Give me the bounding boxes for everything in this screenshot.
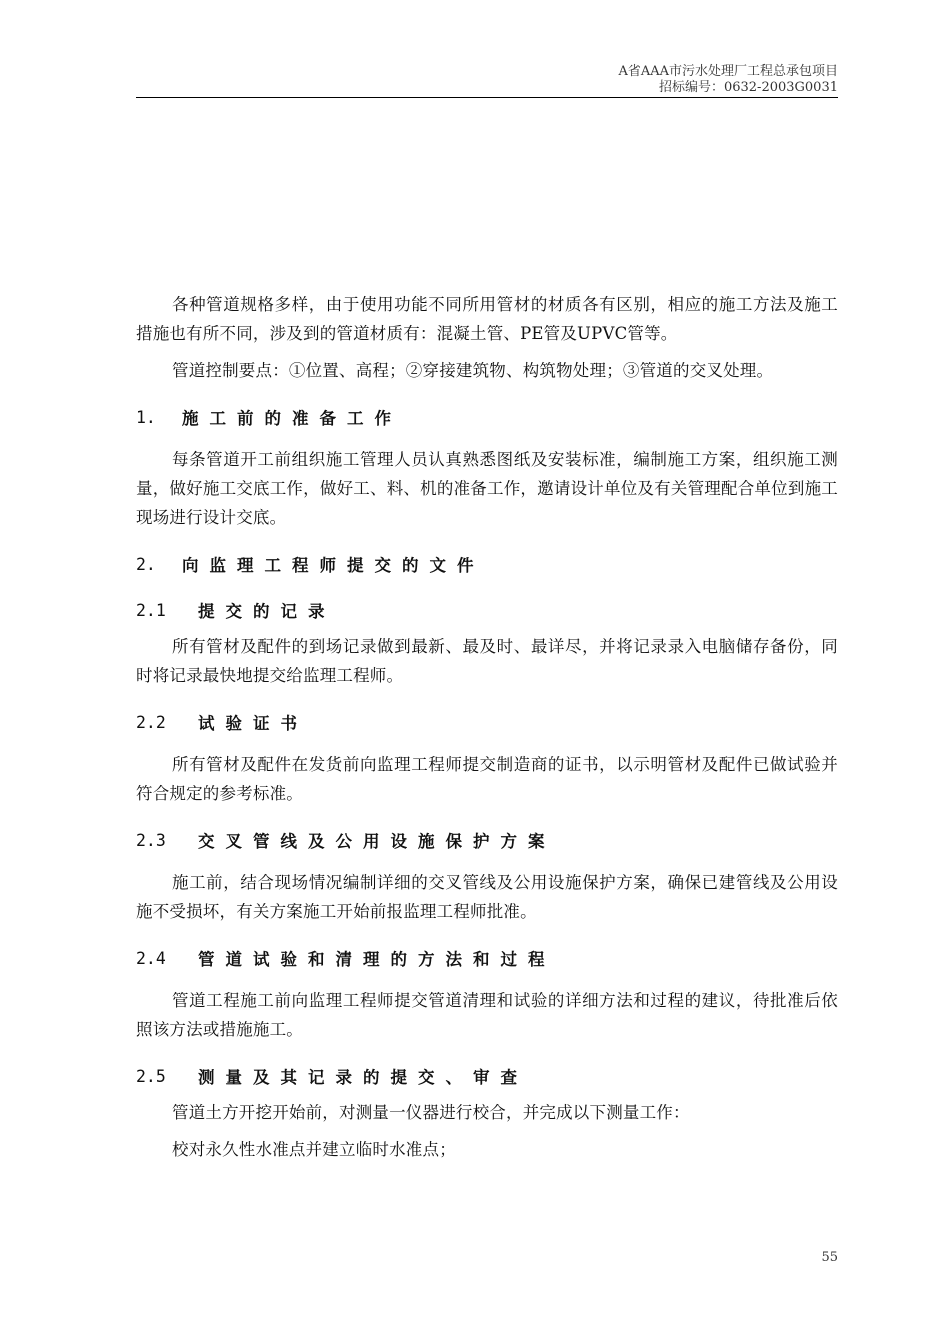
page-header	[136, 64, 838, 96]
page-number: 55	[821, 1250, 838, 1265]
section-number: 2.3	[136, 830, 166, 850]
document-body	[136, 290, 838, 1164]
section-2-1-heading	[136, 596, 838, 624]
intro-paragraph-2: 管道控制要点：①位置、高程；②穿接建筑物、构筑物处理；③管道的交叉处理。	[172, 361, 774, 380]
section-2-5-heading	[136, 1062, 838, 1090]
section-number: 2.4	[136, 948, 166, 968]
section-2-4-heading	[136, 944, 838, 972]
section-2-heading	[136, 550, 838, 578]
section-number: 2.	[136, 554, 156, 574]
section-title: 施工前的准备工作	[182, 409, 402, 428]
section-1-paragraph: 每条管道开工前组织施工管理人员认真熟悉图纸及安装标准，编制施工方案，组织施工测量，做好施工交底工作，做好工、料、机的准备工作，邀请设计单位及有关管理配合单位到施工现场进行设计交底。	[136, 450, 838, 527]
section-number: 2.2	[136, 712, 166, 732]
section-2-5-paragraph-2: 校对永久性水准点并建立临时水准点；	[172, 1140, 456, 1159]
section-2-1-paragraph: 所有管材及配件的到场记录做到最新、最及时、最详尽，并将记录录入电脑储存备份，同时将记录最快地提交给监理工程师。	[136, 637, 838, 685]
section-title: 试验证书	[198, 714, 308, 733]
section-2-3-paragraph: 施工前，结合现场情况编制详细的交叉管线及公用设施保护方案，确保已建管线及公用设施不受损坏，有关方案施工开始前报监理工程师批准。	[136, 873, 838, 921]
section-title: 交叉管线及公用设施保护方案	[198, 832, 556, 851]
section-number: 1.	[136, 407, 156, 427]
header-divider	[136, 97, 838, 98]
section-2-5-paragraph-1: 管道土方开挖开始前，对测量一仪器进行校合，并完成以下测量工作：	[172, 1103, 690, 1122]
intro-paragraph-1: 各种管道规格多样，由于使用功能不同所用管材的材质各有区别，相应的施工方法及施工措施也有所不同，涉及到的管道材质有：混凝土管、PE管及UPVC管等。	[136, 295, 838, 343]
section-2-2-paragraph: 所有管材及配件在发货前向监理工程师提交制造商的证书，以示明管材及配件已做试验并符合规定的参考标准。	[136, 755, 838, 803]
header-tender-number: 招标编号：0632-2003G0031	[658, 80, 838, 95]
section-title: 提交的记录	[198, 602, 336, 621]
section-1-heading	[136, 403, 838, 431]
section-title: 向监理工程师提交的文件	[182, 556, 485, 575]
section-title: 测量及其记录的提交、审查	[198, 1068, 528, 1087]
section-2-4-paragraph: 管道工程施工前向监理工程师提交管道清理和试验的详细方法和过程的建议，待批准后依照该方法或措施施工。	[136, 991, 838, 1039]
section-number: 2.1	[136, 600, 166, 620]
section-title: 管道试验和清理的方法和过程	[198, 950, 556, 969]
section-number: 2.5	[136, 1066, 166, 1086]
section-2-2-heading	[136, 708, 838, 736]
section-2-3-heading	[136, 826, 838, 854]
header-project-title: A省AAA市污水处理厂工程总承包项目	[618, 64, 838, 79]
